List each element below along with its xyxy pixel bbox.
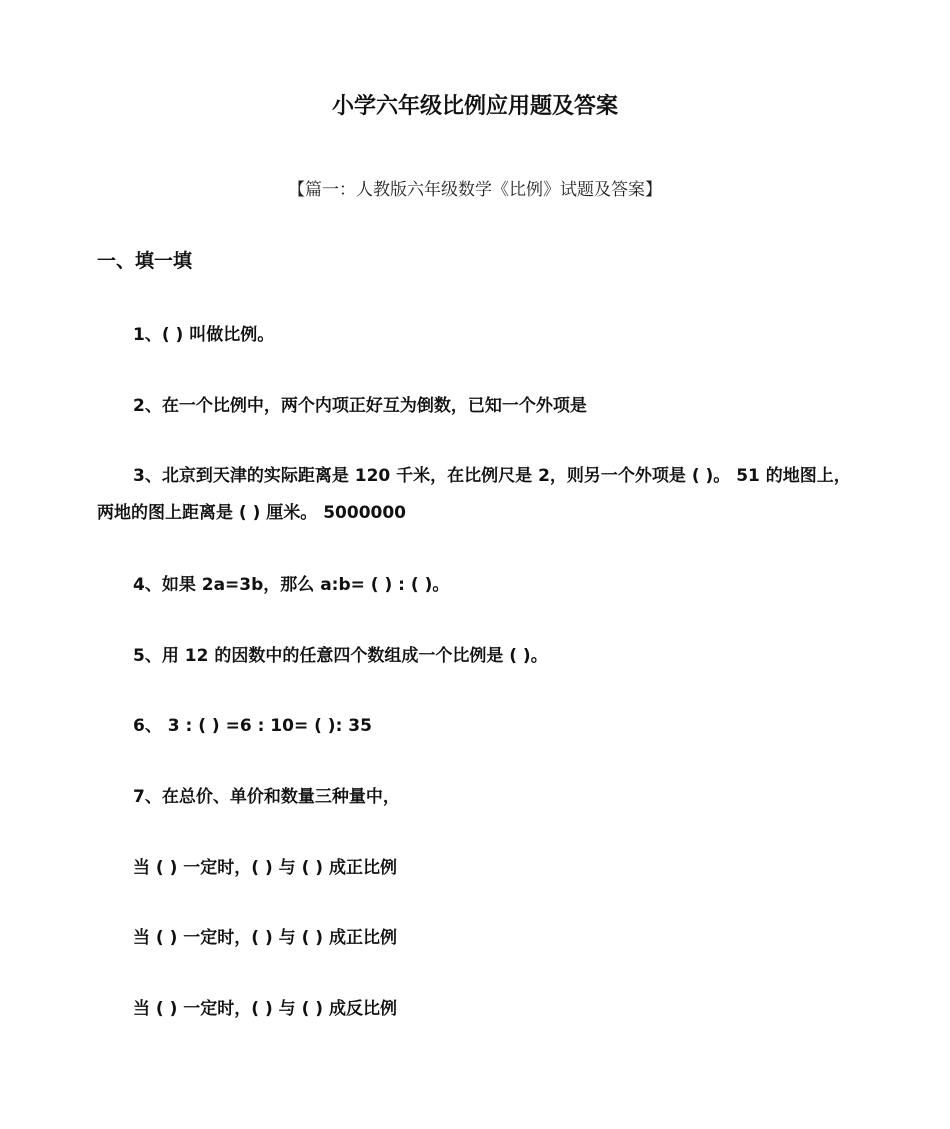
question-7-line-1: 当 ( ) 一定时，( ) 与 ( ) 成正比例 [133, 858, 397, 878]
question-3: 3、北京到天津的实际距离是 120 千米，在比例尺是 2，则另一个外项是 ( )。 51 的地图上，两地的图上距离是 ( ) 厘米。 5000000 [97, 466, 851, 523]
question-4: 4、如果 2a=3b，那么 a:b= ( ) : ( )。 [133, 575, 450, 595]
question-6: 6、 3 : ( ) =6 : 10= ( ): 35 [133, 716, 372, 736]
question-7-line-2: 当 ( ) 一定时，( ) 与 ( ) 成正比例 [133, 928, 397, 948]
question-1: 1、( ) 叫做比例。 [133, 325, 275, 345]
question-7-line-3: 当 ( ) 一定时，( ) 与 ( ) 成反比例 [133, 999, 397, 1019]
question-7: 7、在总价、单价和数量三种量中， [133, 787, 400, 807]
question-5: 5、用 12 的因数中的任意四个数组成一个比例是 ( )。 [133, 646, 548, 666]
question-2: 2、在一个比例中，两个内项正好互为倒数，已知一个外项是 [133, 396, 587, 416]
document-subtitle: 【篇一：人教版六年级数学《比例》试题及答案】 [288, 180, 662, 200]
section-heading: 一、填一填 [97, 250, 193, 272]
document-title: 小学六年级比例应用题及答案 [331, 94, 618, 119]
